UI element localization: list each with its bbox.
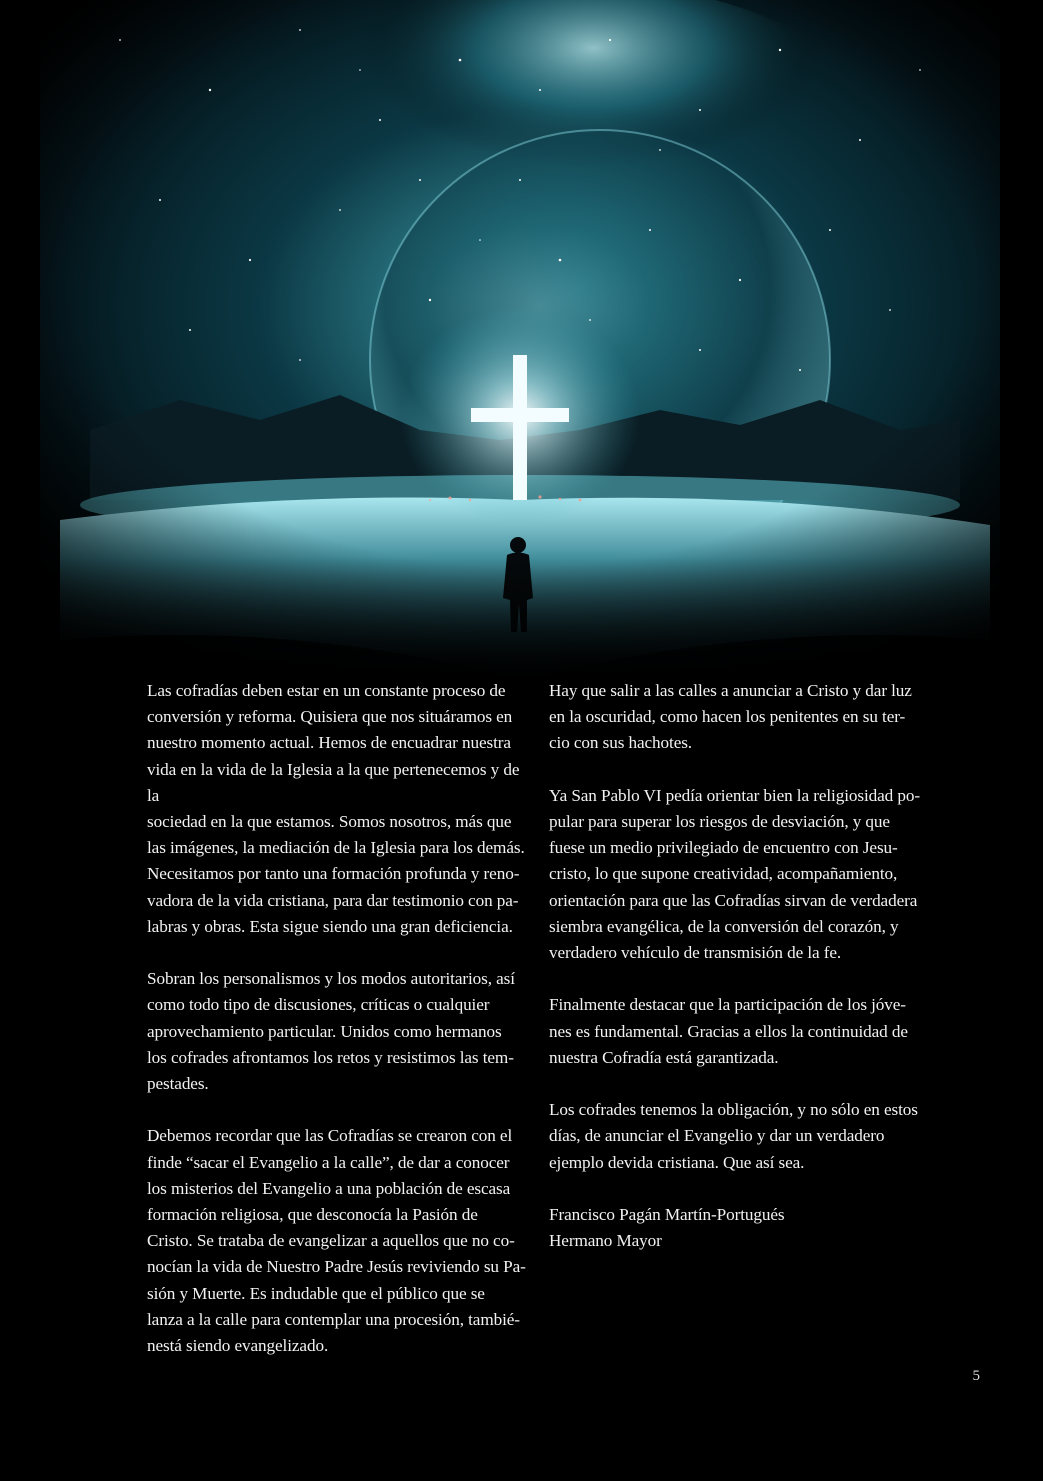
- paragraph: Hay que salir a las calles a anunciar a Cristo y dar luz en la oscuridad, como hacen los penitentes en su ter- cio con sus hachotes.: [549, 681, 912, 753]
- left-column: [147, 678, 527, 1385]
- right-column: [549, 678, 929, 1254]
- paragraph: Ya San Pablo VI pedía orientar bien la religiosidad po- pular para superar los riesgos de desviación, y que fuese un medio privilegiado de encuentro con Jesu- cristo, lo que supone creatividad, acompañamiento, orientación para que las Cofradías sirvan de verdadera siembra evangélica, de la conversión del corazón, y verdadero vehículo de transmisión de la fe.: [549, 785, 920, 963]
- signature: [549, 1202, 929, 1254]
- cross-night-sky-illustration: [0, 0, 1043, 680]
- hero-image: [0, 0, 1043, 680]
- paragraph: Los cofrades tenemos la obligación, y no sólo en estos días, de anunciar el Evangelio y dar un verdadero ejemplo devida cristiana. Que así sea.: [549, 1100, 918, 1172]
- paragraph: Finalmente destacar que la participación de los jóve- nes es fundamental. Gracias a ellos la continuidad de nuestra Cofradía está garantizada.: [549, 995, 908, 1067]
- signature-name: Francisco Pagán Martín-Portugués: [549, 1205, 785, 1224]
- paragraph: Sobran los personalismos y los modos autoritarios, así como todo tipo de discusiones, críticas o cualquier aprovechamiento particular. Unidos como hermanos los cofrades afrontamos los retos y resistimos las tem- pestades.: [147, 969, 515, 1094]
- signature-role: Hermano Mayor: [549, 1231, 662, 1251]
- paragraph: Debemos recordar que las Cofradías se crearon con el finde “sacar el Evangelio a la calle”, de dar a conocer los misterios del Evangelio a una población de escasa formación religiosa, que desconocía la Pasión de Cristo. Se trataba de evangelizar a aquellos que no co- nocían la vida de Nuestro Padre Jesús reviviendo su Pa- sión y Muerte. Es indudable que el público que se lanza a la calle para contemplar una procesión, tambié- nestá siendo evangelizado.: [147, 1126, 526, 1356]
- paragraph: Las cofradías deben estar en un constante proceso de conversión y reforma. Quisiera que nos situáramos en nuestro momento actual. Hemos de encuadrar nuestra vida en la vida de la Iglesia a la que pertenecemos y de la sociedad en la que estamos. Somos nosotros, más que las imágenes, la mediación de la Iglesia para los demás. Necesitamos por tanto una formación profunda y reno- vadora de la vida cristiana, para dar testimonio con pa- labras y obras. Esta sigue siendo una gran deficiencia.: [147, 681, 525, 936]
- page-number: 5: [972, 1368, 980, 1384]
